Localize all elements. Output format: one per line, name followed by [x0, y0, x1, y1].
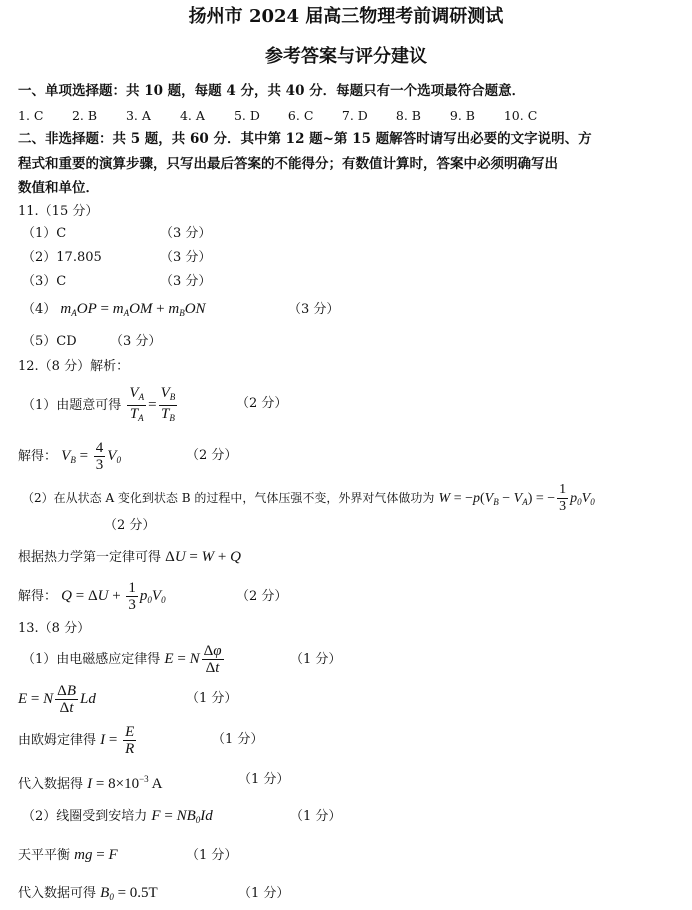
q13-line4-equation: $I = 8\times 10^{-3}$ A — [87, 774, 163, 792]
q13-line7-equation: $B_0 = 0.5T$ — [100, 885, 158, 902]
q11-part4 — [22, 300, 206, 322]
document-title: 扬州市 2024 届高三物理考前调研测试 — [188, 6, 504, 27]
q12-line2 — [18, 438, 121, 478]
answer-2: 2. B — [71, 108, 98, 123]
q13-line5-text: （2）线圈受到安培力 — [22, 809, 148, 824]
q11-part1-answer: （1）C — [22, 226, 67, 241]
q11-part4-points: （3 分） — [288, 302, 340, 317]
q12-line1-text: （1）由题意可得 — [22, 397, 122, 413]
q12-line2-text: 解得： — [18, 449, 58, 464]
q11-part1-points: （3 分） — [160, 226, 212, 241]
answer-9: 9. B — [449, 108, 475, 123]
q11-part3-answer: （3）C — [22, 274, 67, 289]
answer-6: 6. C — [287, 108, 314, 123]
q12-line3-text: （2）在从状态 A 变化到状态 B 的过程中，气体压强不变，外界对气体做功为 — [22, 491, 435, 505]
q12-line1 — [22, 385, 179, 426]
section1-answers — [18, 107, 554, 125]
q13-line1-points: （1 分） — [290, 652, 342, 667]
q12-line5-text: 解得： — [18, 589, 58, 604]
q11-part5-points: （3 分） — [110, 334, 162, 349]
section2-heading-line2: 程式和重要的演算步骤，只写出最后答案的不能得分；有数值计算时，答案中必须明确写出 — [18, 156, 558, 172]
q13-line2 — [18, 681, 96, 718]
q13-line4-text: 代入数据得 — [18, 777, 84, 792]
q12-line4-equation: ΔU = W + Q — [165, 549, 241, 565]
answer-5: 5. D — [233, 108, 260, 123]
q13-line1-text: （1）由电磁感应定律得 — [22, 652, 161, 667]
q11-part2-answer: （2）17.805 — [22, 250, 102, 265]
document-subtitle: 参考答案与评分建议 — [265, 46, 427, 67]
q13-line3-text: 由欧姆定律得 — [18, 733, 97, 748]
q11-header: 11.（15 分） — [18, 204, 99, 219]
q12-line2-points: （2 分） — [186, 448, 238, 463]
q13-line4 — [18, 770, 162, 794]
q13-line6 — [18, 846, 118, 865]
q13-line5-equation: $F = NB_0Id$ — [151, 808, 213, 825]
q12-header: 12.（8 分）解析： — [18, 359, 130, 374]
q11-part3-points: （3 分） — [160, 274, 212, 289]
q13-line4-points: （1 分） — [238, 772, 290, 787]
q12-line1-points: （2 分） — [236, 396, 288, 411]
q13-line3 — [18, 722, 138, 759]
answer-7: 7. D — [341, 108, 368, 123]
q13-line2-equation: E = N $\frac{\Delta B}{\Delta t}$ Ld — [18, 683, 96, 717]
q13-line3-points: （1 分） — [212, 732, 264, 747]
answer-10: 10. C — [503, 108, 538, 123]
q13-line6-equation: mg = F — [74, 847, 118, 863]
q12-line1-equation: $\frac{V_A}{T_A}$ = $\frac{V_B}{T_B}$ — [129, 385, 176, 423]
q12-line4 — [18, 548, 241, 567]
q12-line5-points: （2 分） — [236, 589, 288, 604]
q12-line3 — [22, 480, 595, 520]
answer-4: 4. A — [179, 108, 205, 123]
q12-line3-equation: $W = -p(V_B - V_A)$ = − $\frac{1}{3}$ $p_0V_0$ — [438, 482, 595, 515]
q13-line2-points: （1 分） — [186, 691, 238, 706]
q13-line5-points: （1 分） — [290, 809, 342, 824]
q13-line5 — [22, 807, 213, 829]
section2-heading-line3: 数值和单位． — [18, 180, 99, 196]
q12-line3-points: （2 分） — [104, 518, 156, 533]
section2-heading-line1: 二、非选择题：共 5 题，共 60 分．其中第 12 题~第 15 题解答时请写出必要的文字说明、方 — [18, 131, 592, 147]
q12-line2-equation: $V_B$ = $\frac{4}{3}$ $V_0$ — [61, 440, 121, 474]
q11-part4-label: （4） — [22, 302, 57, 317]
q11-part1 — [22, 225, 66, 243]
q13-line7-text: 代入数据可得 — [18, 886, 97, 901]
q12-line5-equation: Q = ΔU + $\frac{1}{3}$ $p_0V_0$ — [61, 580, 166, 614]
q12-line4-text: 根据热力学第一定律可得 — [18, 550, 162, 565]
q12-line5 — [18, 578, 166, 618]
q13-line6-text: 天平平衡 — [18, 848, 71, 863]
answer-3: 3. A — [125, 108, 151, 123]
q13-line1-equation: E = N $\frac{\Delta\varphi}{\Delta t}$ — [164, 643, 222, 677]
q13-line3-equation: I = $\frac{E}{R}$ — [100, 724, 135, 758]
answer-1: 1. C — [18, 108, 44, 123]
q11-part2-points: （3 分） — [160, 250, 212, 265]
q13-line7 — [18, 884, 158, 906]
q13-line7-points: （1 分） — [238, 886, 290, 901]
q13-line1 — [22, 641, 226, 678]
q13-header: 13.（8 分） — [18, 621, 91, 636]
answer-8: 8. B — [395, 108, 421, 123]
q13-line6-points: （1 分） — [186, 848, 238, 863]
q11-part4-equation: $m_AOP = m_AOM + m_BON$ — [60, 301, 206, 318]
section1-heading: 一、单项选择题：共 10 题，每题 4 分，共 40 分．每题只有一个选项最符合题意． — [18, 83, 526, 99]
q11-part5-answer: （5）CD — [22, 334, 77, 349]
